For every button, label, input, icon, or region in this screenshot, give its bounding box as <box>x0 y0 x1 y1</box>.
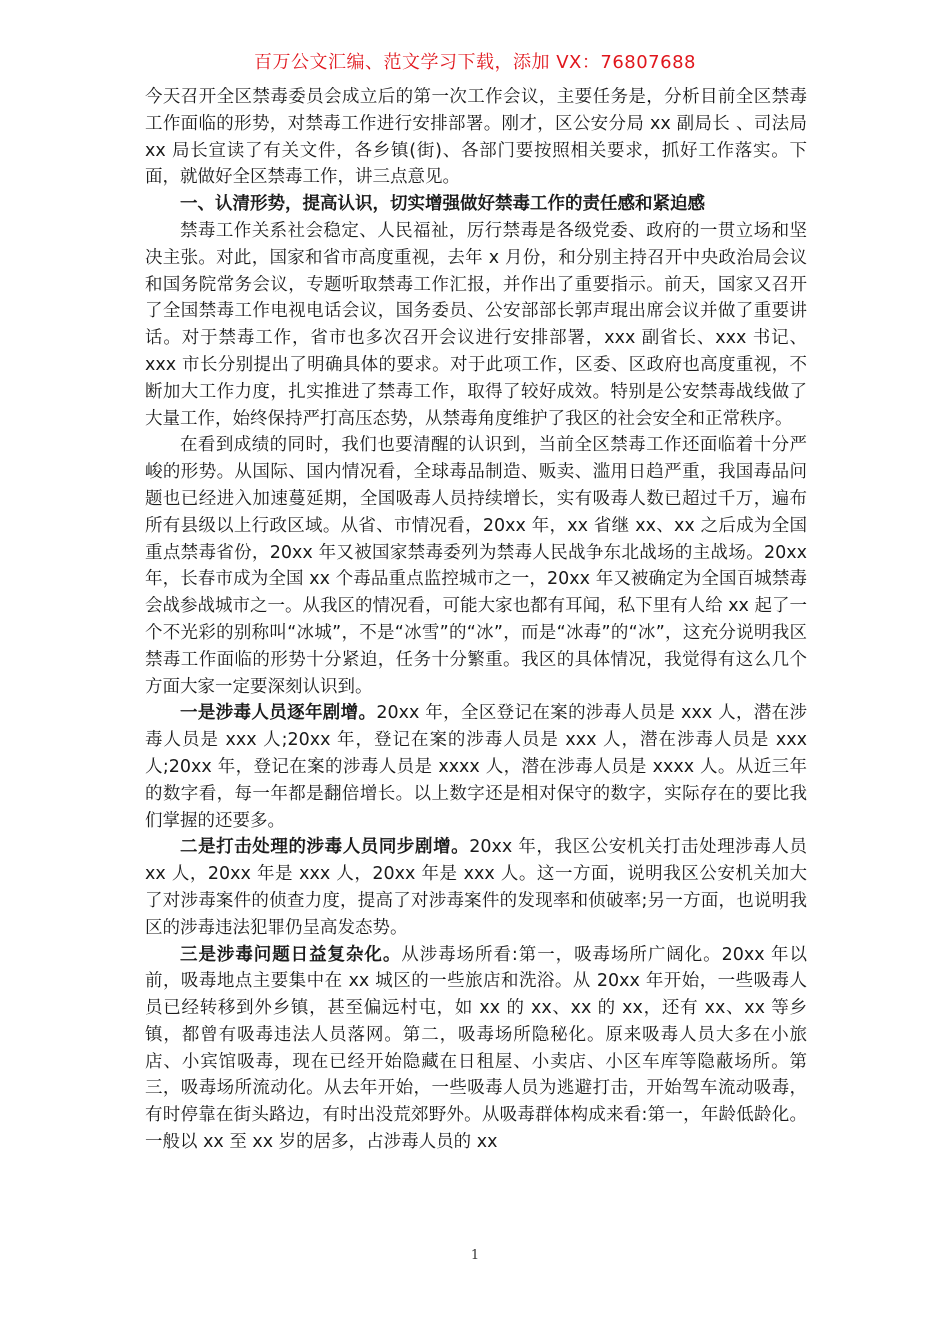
point-1-text: 20xx 年，全区登记在案的涉毒人员是 xxx 人，潜在涉毒人员是 xxx 人;20xx 年，登记在案的涉毒人员是 xxx 人，潜在涉毒人员是 xxx 人;20xx 年，登记在案的涉毒人员是 xxxx 人，潜在涉毒人员是 xxxx 人。从近三年的数字看，每一年都是翻倍增长。以上数字还是相对保守的数字，实际存在的要比我们掌握的还要多。 <box>145 703 807 831</box>
paragraph-intro: 今天召开全区禁毒委员会成立后的第一次工作会议，主要任务是，分析目前全区禁毒工作面临的形势，对禁毒工作进行安排部署。刚才，区公安分局 xx 副局长 、司法局 xx 局长宣读了有关文件，各乡镇(街)、各部门要按照相关要求，抓好工作落实。下面，就做好全区禁毒工作，讲三点意见。 <box>145 87 807 188</box>
point-1-lead: 一是涉毒人员逐年剧增。 <box>180 703 377 724</box>
point-3-lead: 三是涉毒问题日益复杂化。 <box>180 944 402 965</box>
paragraph-importance: 禁毒工作关系社会稳定、人民福祉，厉行禁毒是各级党委、政府的一贯立场和坚决主张。对此，国家和省市高度重视，去年 x 月份，和分别主持召开中央政治局会议和国务院常务会议，专题听取禁毒工作汇报，并作出了重要指示。前天，国家又召开了全国禁毒工作电视电话会议，国务委员、公安部部长郭声琨出席会议并做了重要讲话。对于禁毒工作，省市也多次召开会议进行安排部署，xxx 副省长、xxx 书记、xxx 市长分别提出了明确具体的要求。对于此项工作，区委、区政府也高度重视，不断加大工作力度，扎实推进了禁毒工作，取得了较好成效。特别是公安禁毒战线做了大量工作，始终保持严打高压态势，从禁毒角度维护了我区的社会安全和正常秩序。 <box>145 220 807 429</box>
paragraph-situation: 在看到成绩的同时，我们也要清醒的认识到，当前全区禁毒工作还面临着十分严峻的形势。从国际、国内情况看，全球毒品制造、贩卖、滥用日趋严重，我国毒品问题也已经进入加速蔓延期，全国吸毒人员持续增长，实有吸毒人数已超过千万，遍布所有县级以上行政区域。从省、市情况看，20xx 年，xx 省继 xx、xx 之后成为全国重点禁毒省份，20xx 年又被国家禁毒委列为禁毒人民战争东北战场的主战场。20xx 年，长春市成为全国 xx 个毒品重点监控城市之一，20xx 年又被确定为全国百城禁毒会战参战城市之一。从我区的情况看，可能大家也都有耳闻，私下里有人给 xx 起了一个不光彩的别称叫“冰城”，不是“冰雪”的“冰”，而是“冰毒”的“冰”，这充分说明我区禁毒工作面临的形势十分紧迫，任务十分繁重。我区的具体情况，我觉得有这么几个方面大家一定要深刻认识到。 <box>145 435 807 697</box>
page-number: 1 <box>470 1248 480 1263</box>
paragraph-point-2 <box>145 834 807 941</box>
document-body <box>145 84 807 1156</box>
point-2-text: 20xx 年，我区公安机关打击处理涉毒人员 xx 人，20xx 年是 xxx 人，20xx 年是 xxx 人。这一方面，说明我区公安机关加大了对涉毒案件的侦查力度，提高了对涉毒案件的发现率和侦破率;另一方面，也说明我区的涉毒违法犯罪仍呈高发态势。 <box>145 837 808 938</box>
point-2-lead: 二是打击处理的涉毒人员同步剧增。 <box>180 837 470 858</box>
section-heading-1: 一、认清形势，提高认识，切实增强做好禁毒工作的责任感和紧迫感 <box>180 194 705 215</box>
point-3-text: 从涉毒场所看:第一，吸毒场所广阔化。20xx 年以前，吸毒地点主要集中在 xx 城区的一些旅店和洗浴。从 20xx 年开始，一些吸毒人员已经转移到外乡镇，甚至偏远村屯，如 xx 的 xx、xx 的 xx，还有 xx、xx 等乡镇，都曾有吸毒违法人员落网。第二，吸毒场所隐秘化。原来吸毒人员大多在小旅店、小宾馆吸毒，现在已经开始隐藏在日租屋、小卖店、小区车库等隐蔽场所。第三，吸毒场所流动化。从去年开始，一些吸毒人员为逃避打击，开始驾车流动吸毒，有时停靠在街头路边，有时出没荒郊野外。从吸毒群体构成来看:第一，年龄低龄化。一般以 xx 至 xx 岁的居多，占涉毒人员的 xx <box>145 944 807 1153</box>
paragraph-point-3 <box>145 942 807 1156</box>
watermark-header: 百万公文汇编、范文学习下载，添加 VX：76807688 <box>254 52 696 73</box>
paragraph-point-1 <box>145 700 807 834</box>
